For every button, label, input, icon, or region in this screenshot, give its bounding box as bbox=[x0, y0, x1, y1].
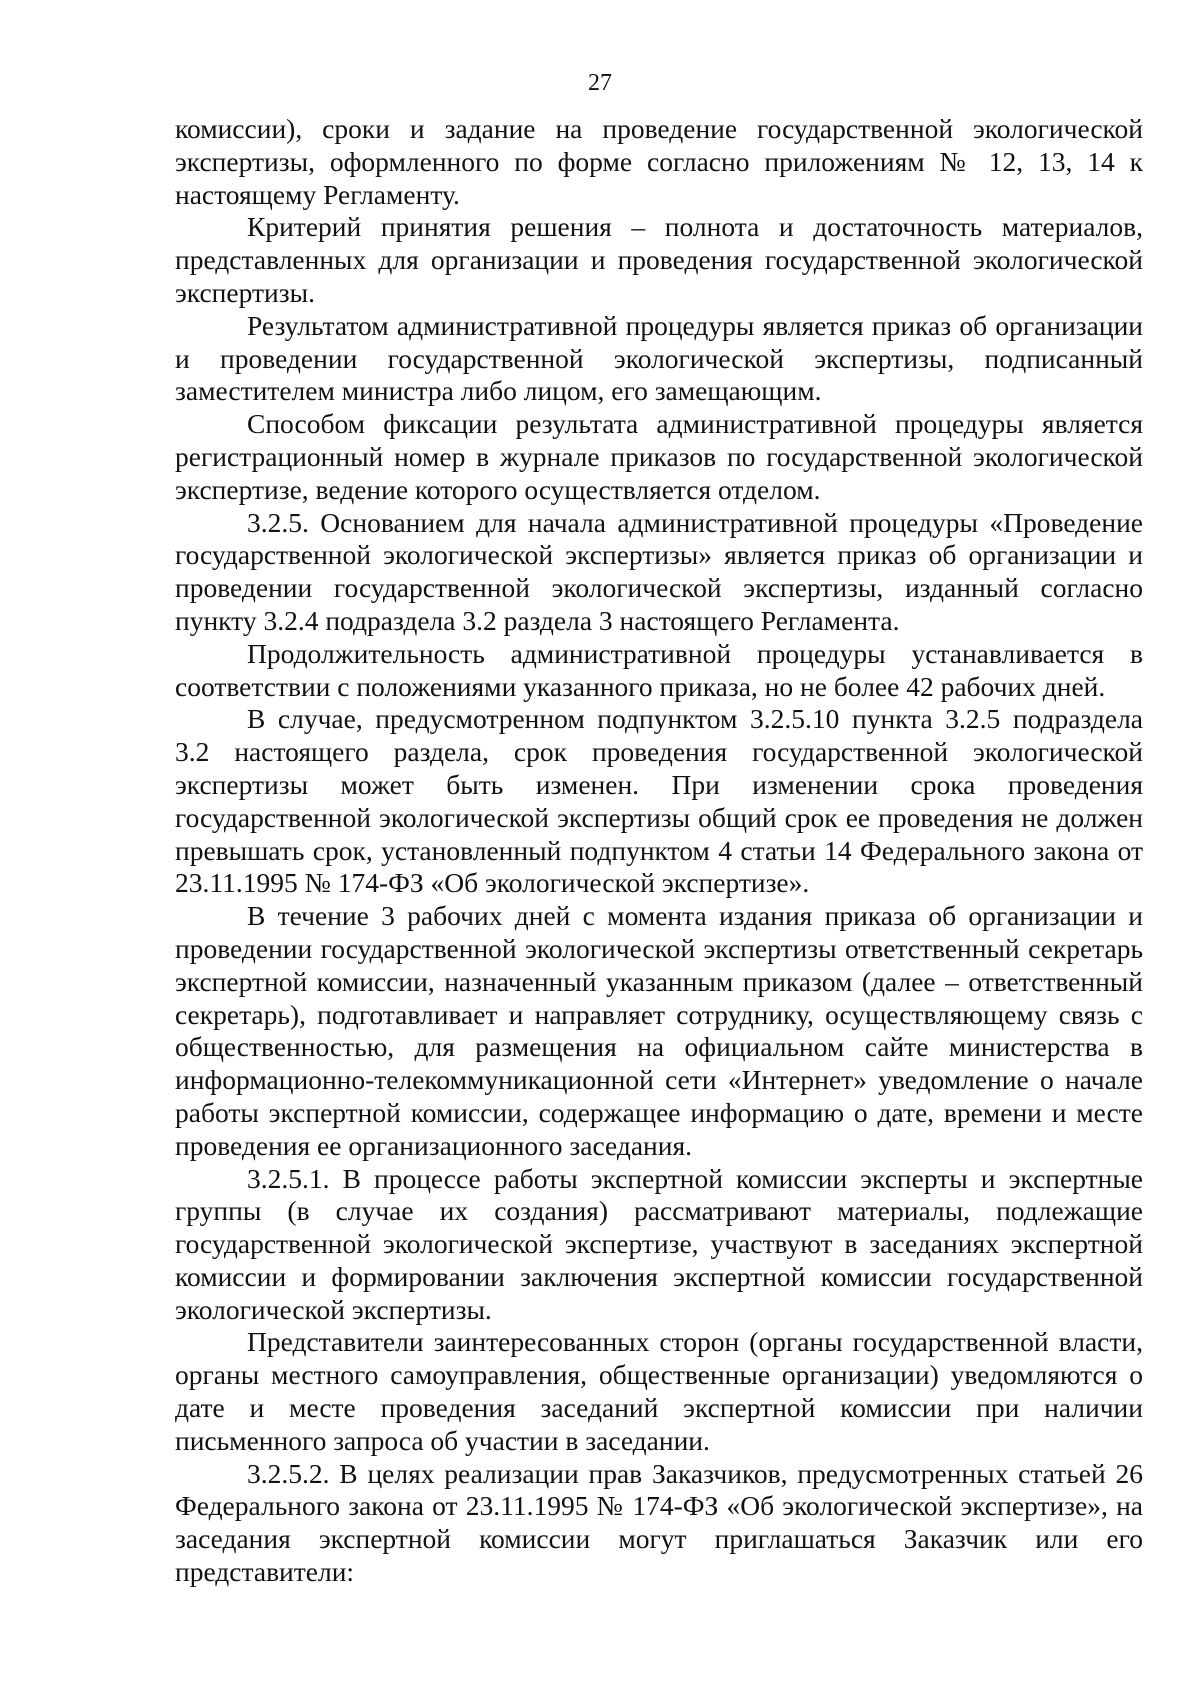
paragraph: Критерий принятия решения – полнота и достаточность материалов, представленных для организации и проведения государственной экологической экспертизы. bbox=[175, 211, 1143, 308]
document-body bbox=[175, 113, 1143, 1589]
page-number: 27 bbox=[588, 70, 612, 96]
paragraph: 3.2.5.2. В целях реализации прав Заказчиков, предусмотренных статьей 26 Федерального закона от 23.11.1995 № 174-ФЗ «Об экологической экспертизе», на заседания экспертной комиссии могут приглашаться Заказчик или его представители: bbox=[175, 1457, 1143, 1588]
paragraph: В случае, предусмотренном подпунктом 3.2.5.10 пункта 3.2.5 подраздела 3.2 настоящего раздела, срок проведения государственной экологической экспертизы может быть изменен. При изменении срока проведения государственной экологической экспертизы общий срок ее проведения не должен превышать срок, установленный подпунктом 4 статьи 14 Федерального закона от 23.11.1995 № 174-ФЗ «Об экологической экспертизе». bbox=[175, 703, 1143, 899]
paragraph: 3.2.5.1. В процессе работы экспертной комиссии эксперты и экспертные группы (в случае их создания) рассматривают материалы, подлежащие государственной экологической экспертизе, участвуют в заседаниях экспертной комиссии и формировании заключения экспертной комиссии государственной экологической экспертизы. bbox=[175, 1162, 1143, 1325]
paragraph: 3.2.5. Основанием для начала административной процедуры «Проведение государственной экологической экспертизы» является приказ об организации и проведении государственной экологической экспертизы, изданный согласно пункту 3.2.4 подраздела 3.2 раздела 3 настоящего Регламента. bbox=[175, 506, 1143, 636]
paragraph: Результатом административной процедуры является приказ об организации и проведении государственной экологической экспертизы, подписанный заместителем министра либо лицом, его замещающим. bbox=[175, 309, 1143, 407]
paragraph: Представители заинтересованных сторон (органы государственной власти, органы местного самоуправления, общественные организации) уведомляются о дате и месте проведения заседаний экспертной комиссии при наличии письменного запроса об участии в заседании. bbox=[175, 1326, 1143, 1456]
paragraph: комиссии), сроки и задание на проведение государственной экологической экспертизы, оформленного по форме согласно приложениям № 12, 13, 14 к настоящему Регламенту. bbox=[175, 113, 1143, 210]
paragraph: Продолжительность административной процедуры устанавливается в соответствии с положениями указанного приказа, но не более 42 рабочих дней. bbox=[175, 637, 1143, 702]
paragraph: Способом фиксации результата административной процедуры является регистрационный номер в журнале приказов по государственной экологической экспертизе, ведение которого осуществляется отделом. bbox=[175, 408, 1143, 505]
paragraph: В течение 3 рабочих дней с момента издания приказа об организации и проведении государственной экологической экспертизы ответственный секретарь экспертной комиссии, назначенный указанным приказом (далее – ответственный секретарь), подготавливает и направляет сотруднику, осуществляющему связь с общественностью, для размещения на официальном сайте министерства в информационно-телекоммуникационной сети «Интернет» уведомление о начале работы экспертной комиссии, содержащее информацию о дате, времени и месте проведения ее организационного заседания. bbox=[175, 900, 1143, 1161]
